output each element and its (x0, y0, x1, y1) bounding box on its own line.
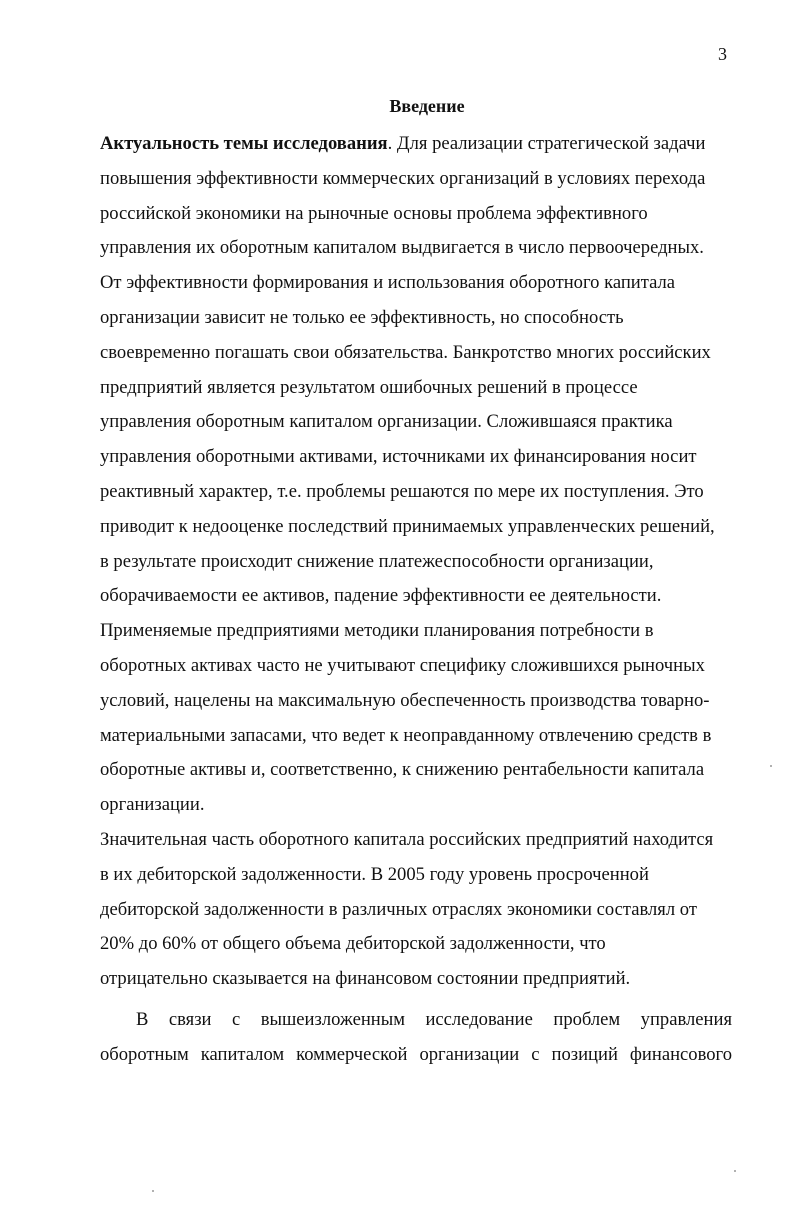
text-line: своевременно погашать свои обязательства. Банкротство многих российских (100, 341, 711, 363)
text-line: Применяемые предприятиями методики планирования потребности в (100, 620, 654, 642)
text-line: организации. (100, 794, 205, 816)
text-line: 20% до 60% от общего объема дебиторской задолженности, что (100, 933, 606, 955)
lead-rest-text: . Для реализации стратегической задачи (387, 133, 706, 154)
text-line: материальными запасами, что ведет к неоправданному отвлечению средств в (100, 724, 712, 746)
paragraph-1-line-1 (100, 127, 732, 162)
text-line: в результате происходит снижение платежеспособности организации, (100, 550, 654, 572)
scan-speck (770, 765, 772, 767)
text-line: Значительная часть оборотного капитала российских предприятий находится (100, 828, 714, 850)
text-line: управления их оборотным капиталом выдвигается в число первоочередных. (100, 237, 704, 259)
text-line: От эффективности формирования и использования оборотного капитала (100, 272, 676, 294)
text-line: приводит к недооценке последствий принимаемых управленческих решений, (100, 515, 715, 537)
scan-speck (734, 1170, 736, 1172)
page-title: Введение (389, 96, 465, 116)
text-line: В связи с вышеизложенным исследование проблем управления (136, 1008, 732, 1030)
text-line: оборотных активах часто не учитывают специфику сложившихся рыночных (100, 654, 705, 676)
text-line: оборотным капиталом коммерческой организации с позиций финансового (100, 1043, 732, 1065)
text-line: управления оборотным капиталом организации. Сложившаяся практика (100, 411, 673, 433)
text-line: отрицательно сказывается на финансовом состоянии предприятий. (100, 968, 631, 990)
text-line: реактивный характер, т.е. проблемы решаются по мере их поступления. Это (100, 480, 704, 502)
page-number: 3 (718, 44, 727, 64)
text-line: оборачиваемости ее активов, падение эффективности ее деятельности. (100, 585, 662, 607)
text-line: предприятий является результатом ошибочных решений в процессе (100, 376, 638, 398)
text-line: дебиторской задолженности в различных отраслях экономики составлял от (100, 898, 697, 920)
text-line: управления оборотными активами, источниками их финансирования носит (100, 446, 697, 468)
text-line: российской экономики на рыночные основы проблема эффективного (100, 202, 648, 224)
lead-bold-text: Актуальность темы исследования (100, 133, 388, 154)
text-line: оборотные активы и, соответственно, к снижению рентабельности капитала (100, 759, 705, 781)
text-line: организации зависит не только ее эффективность, но способность (100, 306, 624, 328)
text-line: повышения эффективности коммерческих организаций в условиях перехода (100, 167, 706, 189)
document-body (100, 127, 732, 1073)
text-line: в их дебиторской задолженности. В 2005 году уровень просроченной (100, 863, 649, 885)
scan-speck (152, 1190, 154, 1192)
text-line: условий, нацелены на максимальную обеспеченность производства товарно- (100, 689, 710, 711)
